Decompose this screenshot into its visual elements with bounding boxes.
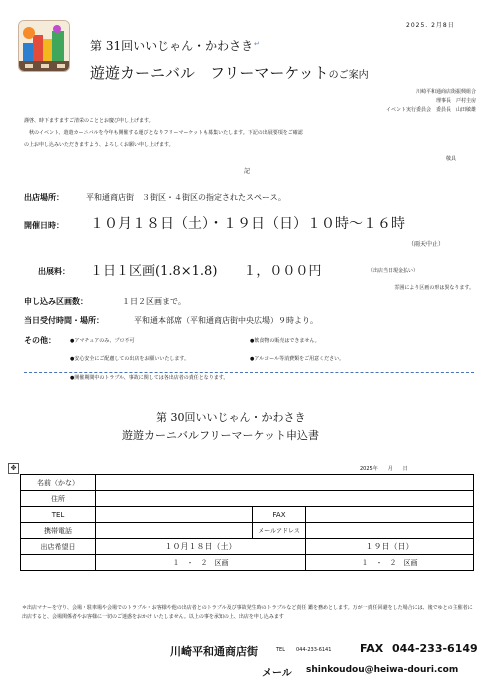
greeting-line-2: 秋のイベント、遊遊カーニバルを今年も開催する運びとなりフリーマーケットも募集いたします。下記の出展要項をご確認 xyxy=(24,130,303,136)
keigu: 敬具 xyxy=(446,156,457,162)
fee-sub-note: 雰囲により区画の形は異なります。 xyxy=(394,285,474,291)
footer-org: 川崎平和通商店街 xyxy=(170,645,258,658)
other-item-5: ●開催期間中のトラブル、事故に関しては各出店者の責任となります。 xyxy=(70,375,229,381)
other-label: その他： xyxy=(24,336,56,345)
max-value: １日２区画まで。 xyxy=(122,297,186,306)
location-label: 出店場所： xyxy=(24,193,64,202)
other-item-4: ●アルコール等消費類をご用意ください。 xyxy=(250,356,345,362)
table-move-handle-icon[interactable]: ✥ xyxy=(8,463,19,474)
paragraph-mark-icon: ↵ xyxy=(254,40,260,48)
table-row xyxy=(21,555,474,571)
rain-note: （雨天中止） xyxy=(408,241,445,248)
name-label: 名前（かな） xyxy=(21,475,96,491)
email-label: メールアドレス xyxy=(253,523,306,539)
table-row xyxy=(21,507,474,523)
greeting-line-3: の上お申し込みいただきますよう、よろしくお願い申し上げます。 xyxy=(24,142,174,148)
organizer-line-3: イベント実行委員会 委員長 山田敏雄 xyxy=(385,107,476,113)
fax-field[interactable] xyxy=(306,507,474,523)
application-form-table xyxy=(20,474,474,571)
date: 2025. 2月8日 xyxy=(406,22,455,29)
date-label: 出店希望日 xyxy=(21,539,96,555)
form-series-title: 第 30回いいじゃん・かわさき xyxy=(156,411,306,424)
fee-value: １日１区画(1.8×1.8) １，０００円 xyxy=(90,264,322,279)
other-item-3: ●安心安全にご配慮しての出店をお願いいたします。 xyxy=(70,356,189,362)
footer-mail: shinkoudou@heiwa-douri.com xyxy=(306,665,459,675)
event-logo xyxy=(18,20,70,72)
title-suffix: のご案内 xyxy=(328,70,369,81)
organizer-line-2: 理事長 戸村圭房 xyxy=(435,98,476,104)
dates-value: １０月１８日（土）・１９日（日）１０時～１６時 xyxy=(90,216,405,232)
main-title: 遊遊カーニバル フリーマーケット xyxy=(90,64,329,82)
form-footnote: ＊出店マナーを守り、会場・駐車場や会場でのトラブル・お客様や他の出店者とのトラブル及び事故発生時のトラブルなど責任 鑑を務めとします。万が一責任回避をした場合には、後でゆとの主催者に出店すると、会場関係者やお客様に一切のご迷惑をおかけ いたしません。以上の事を承知の上、出店を申し込みます xyxy=(22,605,473,620)
reception-label: 当日受付時間・場所： xyxy=(24,316,104,325)
day2-option[interactable]: １９日（日） xyxy=(306,539,474,555)
fee-label: 出展料： xyxy=(38,267,70,276)
footer-tel: 044-233-6141 xyxy=(296,647,332,653)
table-row xyxy=(21,475,474,491)
day2-slot-option[interactable]: １ ・ ２ 区画 xyxy=(306,555,474,571)
mobile-label: 携帯電話 xyxy=(21,523,96,539)
day1-option[interactable]: １０月１８日（土） xyxy=(96,539,306,555)
footer-mail-label: メール xyxy=(262,668,292,679)
series-title: 第 31回いいじゃん・かわさき xyxy=(90,39,254,53)
slot-label-empty xyxy=(21,555,96,571)
footer-tel-label: TEL xyxy=(276,647,285,653)
fax-label: FAX xyxy=(253,507,306,523)
location-value: 平和通商店街 ３街区・４街区の指定されたスペース。 xyxy=(86,193,286,202)
day1-slot-option[interactable]: １ ・ ２ 区画 xyxy=(96,555,306,571)
fee-note: （出店当日現金払い） xyxy=(368,268,419,274)
main-title-line xyxy=(90,62,369,83)
event-logo-image xyxy=(19,21,69,71)
cut-line xyxy=(24,372,474,373)
other-item-2: ●飲食物の販売はできません。 xyxy=(250,338,320,344)
email-field[interactable] xyxy=(306,523,474,539)
address-label: 住所 xyxy=(21,491,96,507)
tel-field[interactable] xyxy=(96,507,253,523)
table-row xyxy=(21,491,474,507)
reception-value: 平和通本部席（平和通商店街中央広場）９時より。 xyxy=(134,316,318,325)
form-date-line: 2025年 月 日 xyxy=(360,466,408,472)
tel-label: TEL xyxy=(21,507,96,523)
table-row xyxy=(21,539,474,555)
form-title: 遊遊カーニバルフリーマーケット申込書 xyxy=(122,429,320,442)
max-label: 申し込み区画数： xyxy=(24,297,88,306)
name-field[interactable] xyxy=(96,475,474,491)
table-row xyxy=(21,523,474,539)
organizer-line-1: 川崎平和通商店街振興組合 xyxy=(415,89,476,95)
dates-label: 開催日時： xyxy=(24,221,64,230)
footer-fax-label: FAX xyxy=(360,642,384,655)
address-field[interactable] xyxy=(96,491,474,507)
mobile-field[interactable] xyxy=(96,523,253,539)
other-item-1: ●アマチュアのみ、プロ不可 xyxy=(70,338,135,344)
footer-fax: 044-233-6149 xyxy=(392,642,478,655)
greeting-line-1: 謹啓、時下ますますご清栄のこととお慶び申し上げます。 xyxy=(24,118,154,124)
ki: 記 xyxy=(244,168,251,175)
